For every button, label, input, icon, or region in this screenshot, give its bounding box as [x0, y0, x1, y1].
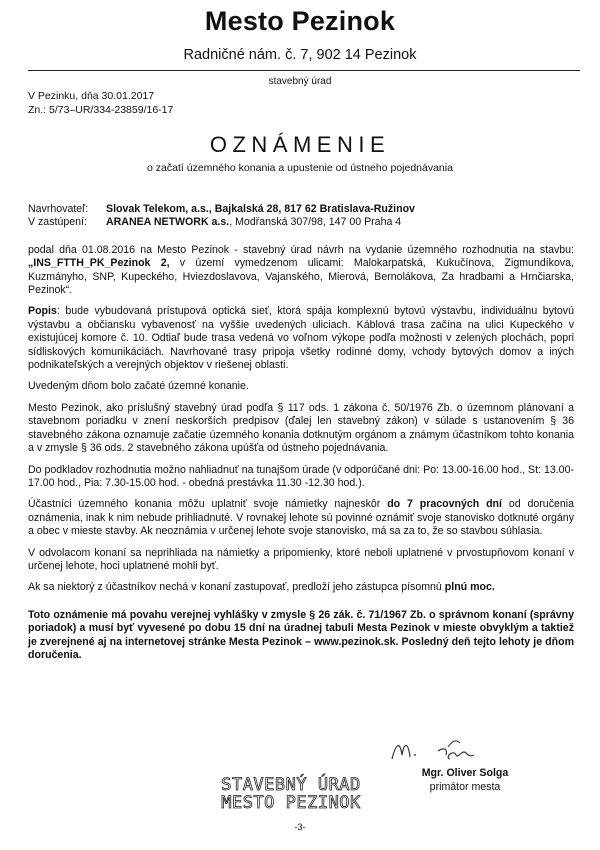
reference-number: Zn.: 5/73–UR/334-23859/16-17: [28, 104, 174, 116]
document-body: [28, 203, 574, 670]
text-span: : bude vybudovaná prístupová optická sieť, ktorá spája komplexnú bytovú výstavbu, individuálnu bytovú výstavbu a občiansku vybavenosť na vyššie uvedených uliciach. Káblová trasa začína na ulici Kupeckého v existujúcej komore č. 10. Odtiaľ bude trasa vedená vo voľnom výkope podľa možnosti v zelených plochách, popri sídliskových komunikáciách. Navrhované trasy pripoja všetky rodinné domy, vchody bytových domov a iných podnikateľských a verejných objektov v riešenej oblasti.: [28, 305, 574, 372]
text-span: podal dňa 01.08.2016 na Mesto Pezinok - stavebný úrad návrh na vydanie územného rozhodnutia na stavbu:: [28, 243, 574, 256]
paragraph-public-notice: Toto oznámenie má povahu verejnej vyhlášky v zmysle § 26 zák. č. 71/1967 Zb. o správnom konaní (správny poriadok) a musí byť vyvesené po dobu 15 dní na úradnej tabuli Mesta Pezinok v mieste obvyklým a taktiež je zverejnené aj na internetovej stránke Mesta Pezinok – www.pezinok.sk. Posledný deň tejto lehoty je dňom doručenia.: [28, 608, 574, 661]
text-span: Ak sa niektorý z účastníkov nechá v konaní zastupovať, predloží jeho zástupca písomnú: [28, 581, 445, 594]
date-line: V Pezinku, dňa 30.01.2017: [28, 90, 155, 102]
signatory-name: Mgr. Oliver Solga: [421, 767, 509, 779]
paragraph-started: Uvedeným dňom bolo začaté územné konanie.: [28, 380, 249, 393]
handwritten-signature: [384, 729, 494, 769]
notice-heading: OZNÁMENIE: [209, 132, 391, 157]
stamp-line: MESTO PEZINOK: [221, 793, 361, 813]
applicant-row: [28, 203, 574, 216]
power-of-attorney: plnú moc.: [444, 581, 495, 594]
paragraph-legal-basis: Mesto Pezinok, ako príslušný stavebný úrad podľa § 117 ods. 1 zákona č. 50/1976 Zb. o územnom plánovaní a stavebnom poriadku v znení neskorších predpisov (ďalej len stavebný zákon) v súlade s ustanovením § 36 stavebného zákona oznamuje začatie územného konania dotknutým orgánom a známym účastníkom tohto konania a v zmysle § 36 ods. 2 stavebného zákona upúšťa od ústneho pojednávania.: [28, 401, 574, 455]
applicant-label: Navrhovateľ:: [28, 203, 89, 215]
paragraph-office-hours: Do podkladov rozhodnutia možno nahliadnuť na tunajšom úrade (v odporúčané dni: Po: 13.00-16.00 hod., St: 13.00-17.00 hod., Pia: 7.30-15.00 hod. - obedná prestávka 11.30 -12.30 hod.).: [28, 463, 574, 489]
agent-name: ARANEA NETWORK a.s.: [106, 216, 230, 229]
applicant-value: Slovak Telekom, a.s., Bajkalská 28, 817 62 Bratislava-Ružinov: [106, 203, 415, 215]
text-span: v území vymedzenom ulicami: Malokarpatská, Kukučínova, Zigmundíkova, Kuzmányho, SNP, Kupeckého, Hviezdoslavova, Vajanského, Mierová, Bernolákova, Za hradbami a Hrnčiarska, Pezinok“.: [28, 257, 574, 297]
office-name: stavebný úrad: [268, 76, 332, 87]
signatory-role: primátor mesta: [429, 781, 501, 793]
text-span: od doručenia oznámenia, inak k nim nebude prihliadnuté. V rovnakej lehote sú povinné oznámiť svoje stanovisko dotknuté orgány a obec v mieste stavby. Ak neoznámia v určenej lehote svoje stanovisko, má sa za to, že so stavbou súhlasia.: [28, 498, 575, 538]
paragraph-representation: [28, 581, 574, 594]
header-divider: [28, 70, 580, 71]
paragraph-appeal: V odvolacom konaní sa neprihliada na námietky a pripomienky, ktoré neboli uplatnené v prvostupňovom konaní v určenej lehote, hoci uplatnené mohli byť.: [28, 546, 574, 572]
agent-label: V zastúpení:: [28, 216, 87, 229]
paragraph-objections: [28, 498, 574, 538]
paragraph-description: [28, 305, 574, 372]
agent-address: , Modřanská 307/98, 147 00 Praha 4: [229, 216, 402, 229]
parties-block: [28, 203, 574, 230]
page-number: -3-: [294, 822, 306, 832]
office-address: Radničné nám. č. 7, 902 14 Pezinok: [183, 47, 417, 63]
description-label: Popis: [28, 305, 57, 318]
office-stamp: [196, 776, 386, 812]
stamp-line: STAVEBNÝ ÚRAD: [221, 775, 361, 795]
project-name: „INS_FTTH_PK_Pezinok 2,: [28, 257, 170, 270]
text-span: Účastníci územného konania môžu uplatniť svoje námietky najneskôr: [28, 498, 388, 511]
document-title: Mesto Pezinok: [204, 6, 396, 36]
deadline-text: do 7 pracovných dní: [387, 498, 502, 511]
agent-row: [28, 216, 574, 229]
notice-subtitle: o začatí územného konania a upustenie od ústneho pojednávania: [147, 162, 453, 174]
document-meta: [28, 89, 173, 117]
paragraph-application: [28, 244, 574, 298]
agent-value: [106, 216, 401, 229]
